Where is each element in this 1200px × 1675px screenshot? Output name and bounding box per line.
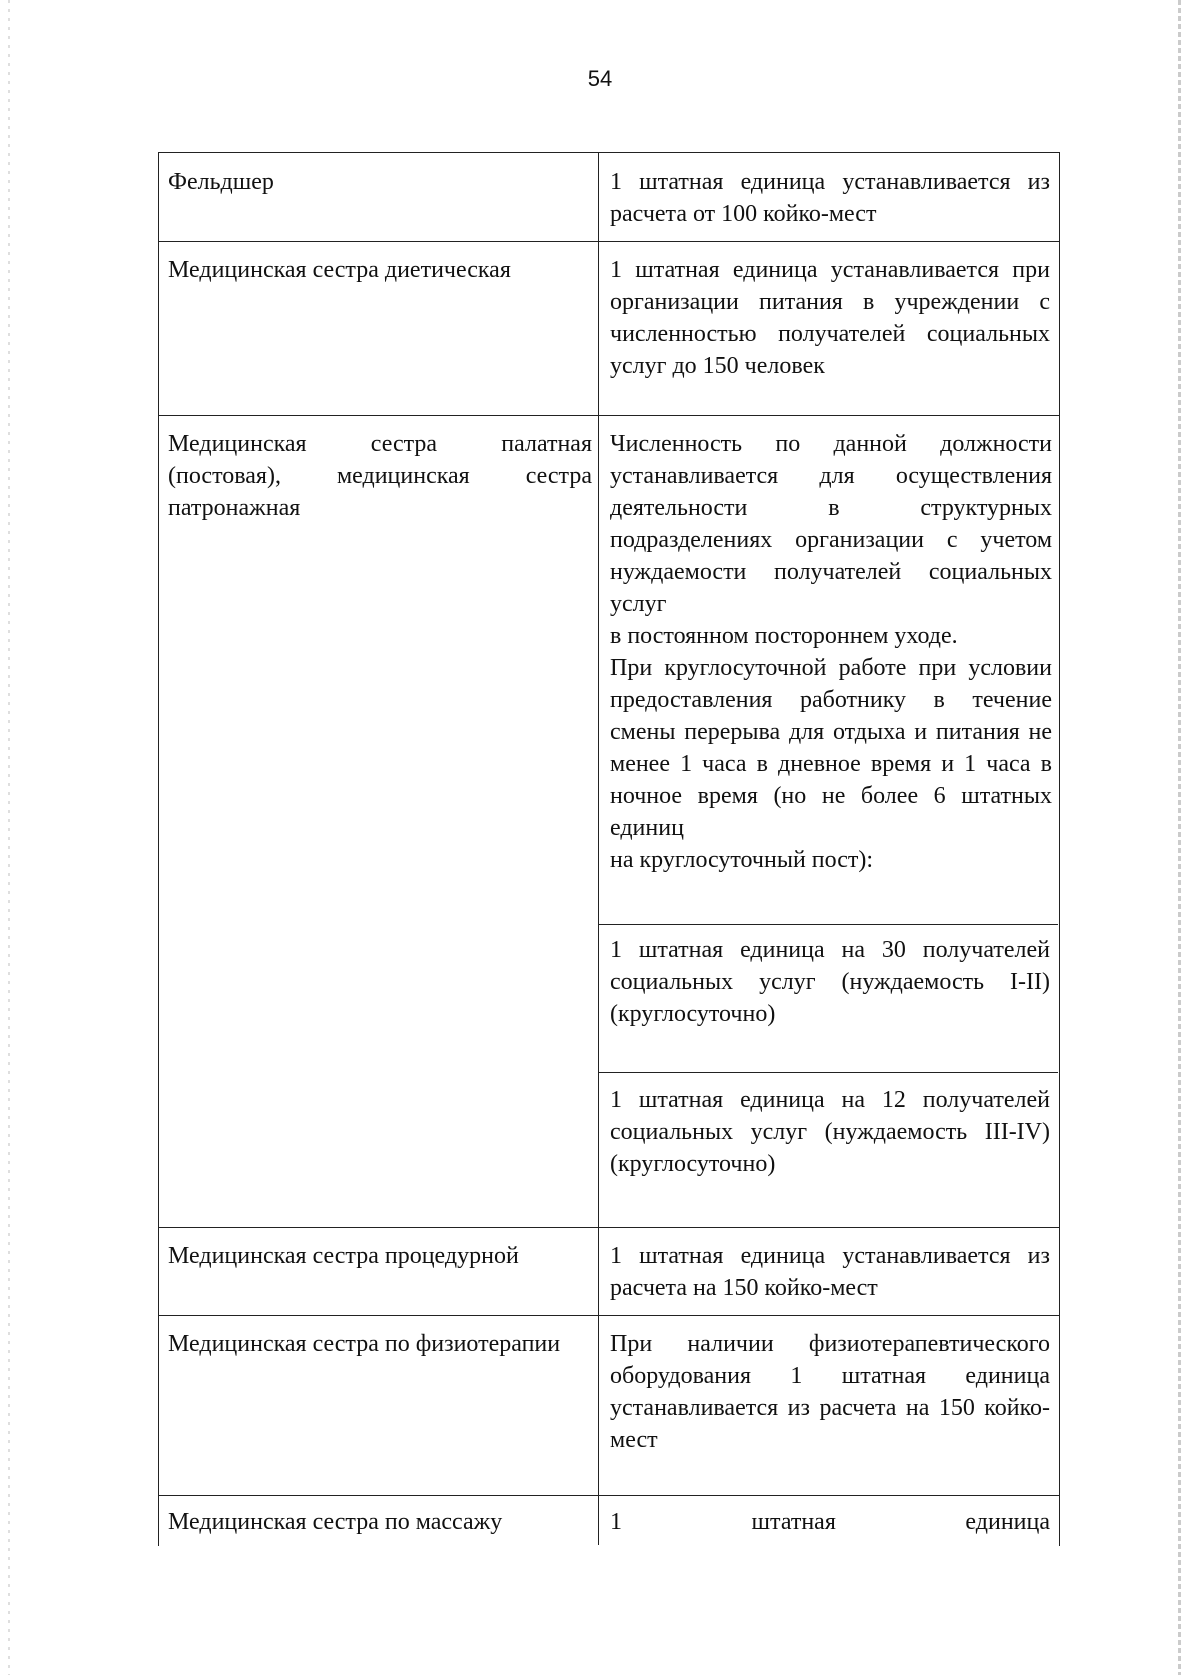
table-row [168,254,588,286]
norm-cell [610,166,1050,230]
norm-cell [610,428,1052,876]
sub-norm-text: 1 штатная единица на 30 получателей социальных услуг (нуждаемость I-II) (круглосуточно) [610,937,1050,1027]
position-name: Медицинская сестра диетическая [168,257,511,283]
scan-edge-left [8,0,10,1675]
norm-text: на круглосуточный пост): [610,847,874,873]
norm-text: 1 штатная единица устанавливается из расчета от 100 койко-мест [610,169,1050,227]
position-name: Медицинская сестра процедурной [168,1243,519,1269]
sub-norm-text: 1 штатная единица на 12 получателей социальных услуг (нуждаемость III-IV) (круглосуточно) [610,1087,1050,1177]
norm-cell [610,1240,1050,1304]
norm-cell [610,254,1050,382]
norm-text: в постоянном постороннем уходе. [610,623,958,649]
norm-text: 1 штатная единица [610,1509,1050,1535]
position-name: Медицинская сестра по физиотерапии [168,1331,561,1357]
norm-cell [610,1506,1050,1538]
norm-text: 1 штатная единица устанавливается из расчета на 150 койко-мест [610,1243,1050,1301]
sub-norm-cell [610,1084,1050,1180]
table-row [168,166,588,198]
table-row [168,1506,588,1538]
scan-edge-right [1178,0,1181,1675]
table-row [168,428,592,524]
norm-text: При круглосуточной работе при условии предоставления работнику в течение смены перерыва для отдыха и питания не менее 1 часа в дневное время и 1 часа в ночное время (но не более 6 штатных единиц [610,655,1052,841]
page-number: 54 [587,66,613,91]
table-row [168,1328,592,1360]
norm-text: При наличии физиотерапевтического оборудования 1 штатная единица устанавливается из расчета на 150 койко-мест [610,1331,1050,1453]
position-name: Медицинская сестра по массажу [168,1509,503,1535]
table-row [168,1240,588,1272]
norm-cell [610,1328,1050,1456]
sub-norm-cell [610,934,1050,1030]
position-name: Медицинская сестра палатная (постовая), медицинская сестра патронажная [168,431,592,521]
position-name: Фельдшер [168,169,274,195]
norm-text: 1 штатная единица устанавливается при организации питания в учреждении с численностью получателей социальных услуг до 150 человек [610,257,1050,379]
norm-text: Численность по данной должности устанавливается для осуществления деятельности в структурных подразделениях организации с учетом нуждаемости получателей социальных услуг [610,431,1052,617]
